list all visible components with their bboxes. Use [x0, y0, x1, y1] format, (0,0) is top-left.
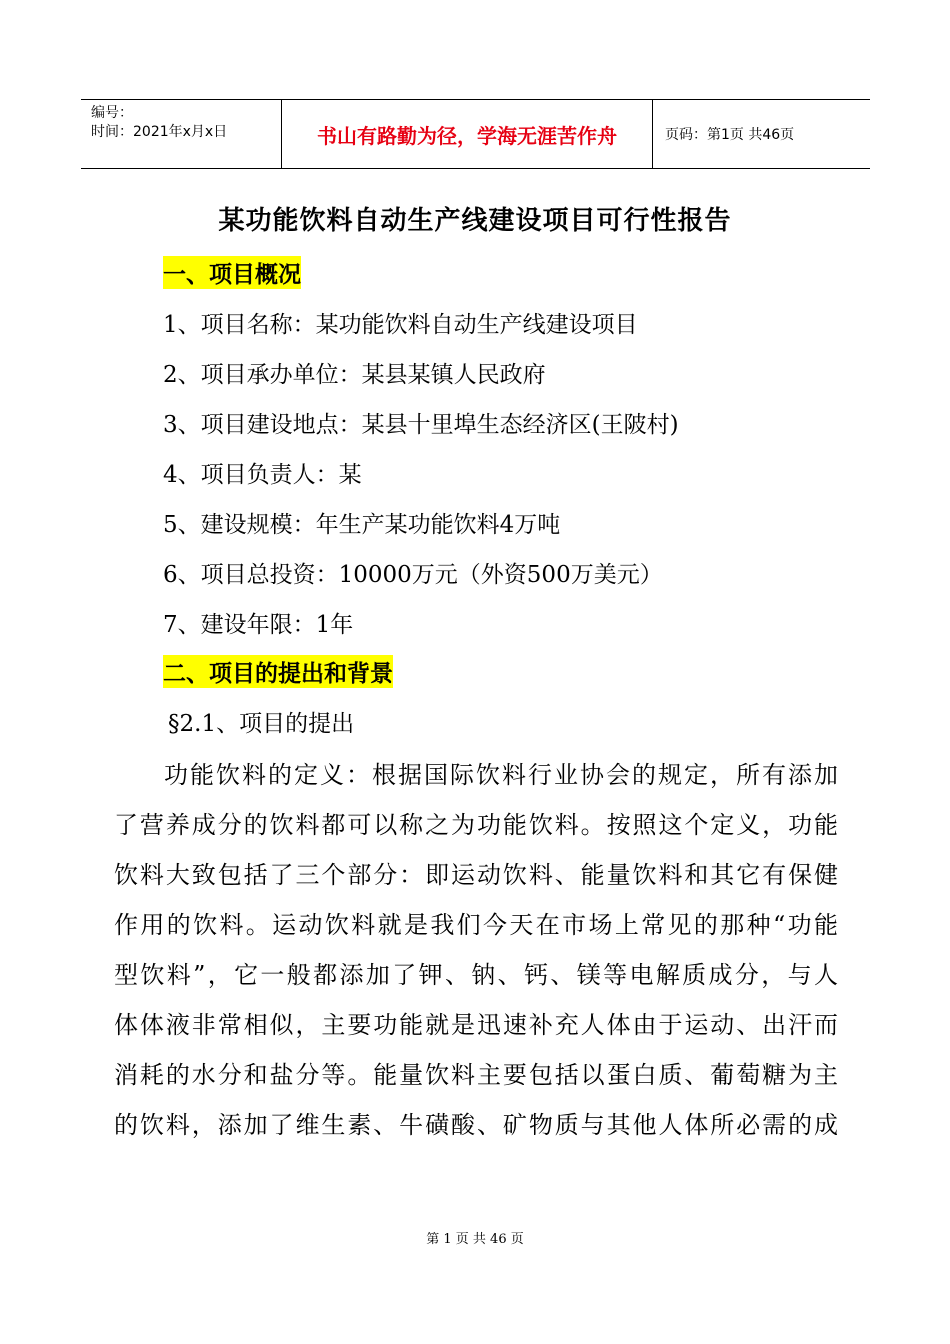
- overview-item: 5、建设规模：年生产某功能饮料4万吨: [163, 512, 561, 538]
- paragraph-line: 体体液非常相似，主要功能就是迅速补充人体由于运动、出汗而: [114, 1011, 838, 1039]
- section-heading-overview: 一、项目概况: [163, 256, 301, 289]
- document-header-table: [81, 99, 870, 169]
- header-meta-cell: [81, 100, 282, 168]
- paragraph-line: 的饮料，添加了维生素、牛磺酸、矿物质与其他人体所必需的成: [114, 1111, 838, 1139]
- overview-item: 6、项目总投资：10000万元（外资500万美元）: [163, 562, 663, 588]
- paragraph-line: 了营养成分的饮料都可以称之为功能饮料。按照这个定义，功能: [114, 811, 838, 839]
- document-number-label: 编号：: [91, 105, 133, 121]
- paragraph-line: 功能饮料的定义：根据国际饮料行业协会的规定，所有添加: [164, 761, 838, 789]
- paragraph-line: 消耗的水分和盐分等。能量饮料主要包括以蛋白质、葡萄糖为主: [114, 1061, 838, 1089]
- body-paragraph: [114, 750, 838, 1150]
- section-heading-background: 二、项目的提出和背景: [163, 655, 393, 688]
- overview-item: 7、建设年限：1年: [163, 612, 354, 638]
- overview-item: 3、项目建设地点：某县十里埠生态经济区(王陂村): [163, 412, 679, 438]
- header-motto: 书山有路勤为径，学海无涯苦作舟: [282, 100, 653, 168]
- document-title: 某功能饮料自动生产线建设项目可行性报告: [218, 206, 732, 236]
- paragraph-line: 型饮料”，它一般都添加了钾、钠、钙、镁等电解质成分，与人: [114, 961, 838, 989]
- subsection-heading: §2.1、项目的提出: [168, 711, 355, 737]
- header-page-info: 页码：第1页 共46页: [665, 127, 795, 143]
- page-footer: 第 1 页 共 46 页: [426, 1232, 524, 1247]
- overview-item: 4、项目负责人：某: [163, 462, 362, 488]
- paragraph-line: 作用的饮料。运动饮料就是我们今天在市场上常见的那种“功能: [114, 911, 838, 939]
- document-time-label: 时间：2021年x月x日: [91, 124, 228, 140]
- overview-item: 1、项目名称：某功能饮料自动生产线建设项目: [163, 312, 638, 338]
- overview-item: 2、项目承办单位：某县某镇人民政府: [163, 362, 546, 388]
- paragraph-line: 饮料大致包括了三个部分：即运动饮料、能量饮料和其它有保健: [114, 861, 838, 889]
